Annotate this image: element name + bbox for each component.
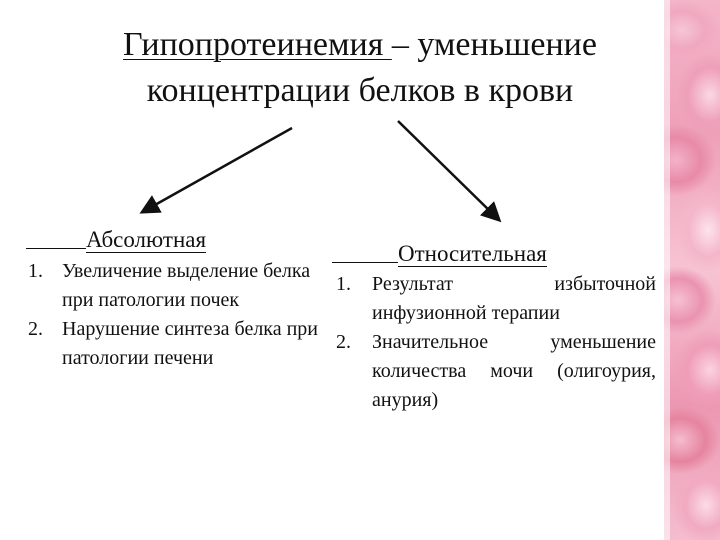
left-arrow <box>146 128 292 210</box>
list-item-number: 1. <box>336 273 351 295</box>
right-branch-heading: Относительная <box>332 240 547 268</box>
left-branch-heading: Абсолютная <box>26 226 206 254</box>
list-item-number: 1. <box>28 260 43 282</box>
list-item <box>28 315 318 373</box>
list-item-text: Нарушение синтеза белка при патологии печени <box>62 318 319 369</box>
right-branch-list <box>336 270 656 415</box>
list-item-number: 2. <box>28 318 43 340</box>
title-definition: – уменьшение <box>391 26 597 63</box>
list-item <box>336 328 656 415</box>
list-item-text: Значительное уменьшение количества мочи (олигоурия, анурия) <box>372 331 656 411</box>
list-item-number: 2. <box>336 331 351 353</box>
right-arrow <box>398 121 496 217</box>
title-line2: концентрации белков в крови <box>146 72 574 109</box>
title-term: Гипопротеинемия <box>123 26 392 63</box>
left-branch-list <box>28 257 318 373</box>
list-item <box>28 257 318 315</box>
list-item <box>336 270 656 328</box>
list-item-text: Результат избыточной инфузионной терапии <box>372 273 656 324</box>
list-item-text: Увеличение выделение белка при патологии почек <box>62 260 311 311</box>
